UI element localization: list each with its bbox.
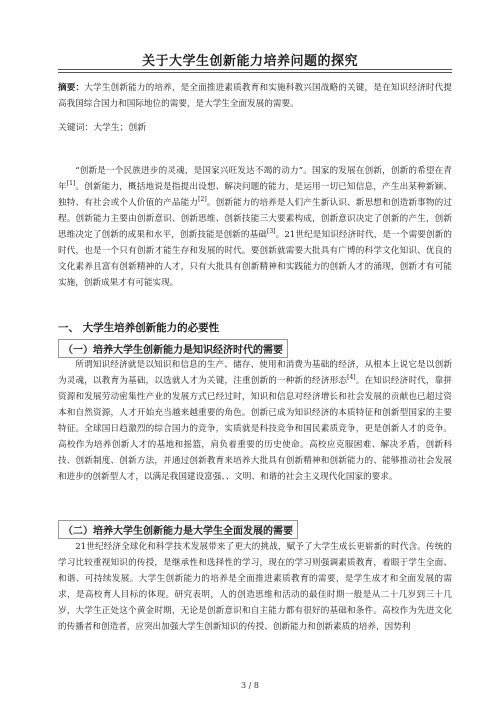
subsection-heading-2: （二）培养大学生创新能力是大学生全面发展的需要	[58, 520, 298, 539]
abstract-label: 摘要：	[58, 83, 85, 93]
subsection-2-body	[58, 539, 452, 635]
sub1-seg1: 所谓知识经济就是以知识和信息的生产、储存、使用和消费为基础的经济，从根本上说它是以创新为灵魂，以教育为基础，以选就人才为关键，注重创新的一种新的经济形态	[58, 360, 452, 386]
citation-3: [3]	[267, 228, 276, 236]
intro-seg2: 。创新能力，概括地说是指提出设想、解决问题的能力，是运用一切已知信息，产生出某种新颖、独特、有社会或个人价值的产品能力	[58, 182, 452, 208]
sub2-text: 21世纪经济全球化和科学技术发展带来了更大的挑战，赋予了大学生成长更崭新的时代含。传统的学习比较重视知识的传授，是继承性和选择性的学习，现在的学习则强调素质教育，着眼于学生全面、和谐、可持续发展。大学生创新能力的培养是全面推进素质教育的需要，是学生成才和全面发展的需求，是高校育人目标的体现。研究表明，人的创造思维和活动的最佳时期一般是从二十几岁到三十几岁，大学生正处这个黄金时期，无论是创新意识和自主能力都有很好的基础和条件。高校作为先进文化的传播者和创造者，应突出加强大学生创新知识的传授、创新能力和创新素质的培养，因势利	[58, 542, 452, 632]
subsection-1-body	[58, 357, 452, 485]
sub1-seg2: 。在知识经济时代，靠拼资源和发展劳动密集性产业的发展方式已经过时，知识和信息对经济增长和社会发展的贡献也已超过资本和自然资源，人才开始充当越来越重要的角色。创新已成为知识经济的本质特征和创新型国家的主要特征。全球国日趋激烈的综合国力的竞争，实质就是科技竞争和国民素质竞争，更是创新人才的竞争。高校作为培养创新人才的基地和摇篮，肩负着重要的历史使命。高校应克服困难、解决矛盾，创新科技、创新制度、创新方法，并通过创新教育来培养大批具有创新精神和创新能力的、能够推动社会发展和进步的创新型人才，以满足我国建设富强、、文明、和谐的社会主义现代化国家的要求。	[58, 376, 452, 482]
abstract	[58, 80, 452, 112]
citation-2: [2]	[198, 196, 207, 204]
keywords-text: 大学生；创新	[93, 123, 146, 133]
title-rule-top	[58, 69, 452, 70]
intro-seg3: 。创新能力的培养是人们产生新认识、新思想和创造新事物的过程。创新能力主要由创新意识、创新思维、创新技能三大要素构成，创新意识决定了创新的产生，创新思维决定了创新的成果和水平，创新技能是创新的基础	[58, 198, 452, 240]
abstract-text: 大学生创新能力的培养，是全面推进素质教育和实施科教兴国战略的关键，是在知识经济时代提高我国综合国力和国际地位的需要，是大学生全面发展的需要。	[58, 83, 452, 109]
keywords-label: 关键词：	[58, 123, 94, 133]
intro-seg1: “创新是一个民族进步的灵魂，是国家兴旺发达不竭的动力”。国家的发展在创新，创新的希望在青年	[58, 166, 452, 192]
document-title: 关于大学生创新能力培养问题的探究	[141, 54, 358, 69]
subsection-heading-1: （一）培养大学生创新能力是知识经济时代的需要	[58, 339, 288, 358]
keywords	[58, 120, 146, 133]
citation-1: [1]	[66, 180, 76, 188]
citation-4: [4]	[347, 374, 356, 382]
section-heading-1: 一、 大学生培养创新能力的必要性	[58, 322, 220, 334]
intro-paragraph	[58, 163, 452, 291]
title-rule-bottom	[58, 72, 452, 73]
page-number: 3 / 8	[241, 681, 259, 690]
intro-seg4: 。21世纪是知识经济时代，是一个需要创新的时代，也是一个只有创新才能生存和发展的时代。要创新就需要大批具有广博的科学文化知识、优良的文化素养且富有创新精神的人才，只有大批具有创新精神和实践能力的创新人才的涌现，创新才有可能实施，创新成果才有可能实现。	[58, 230, 452, 288]
